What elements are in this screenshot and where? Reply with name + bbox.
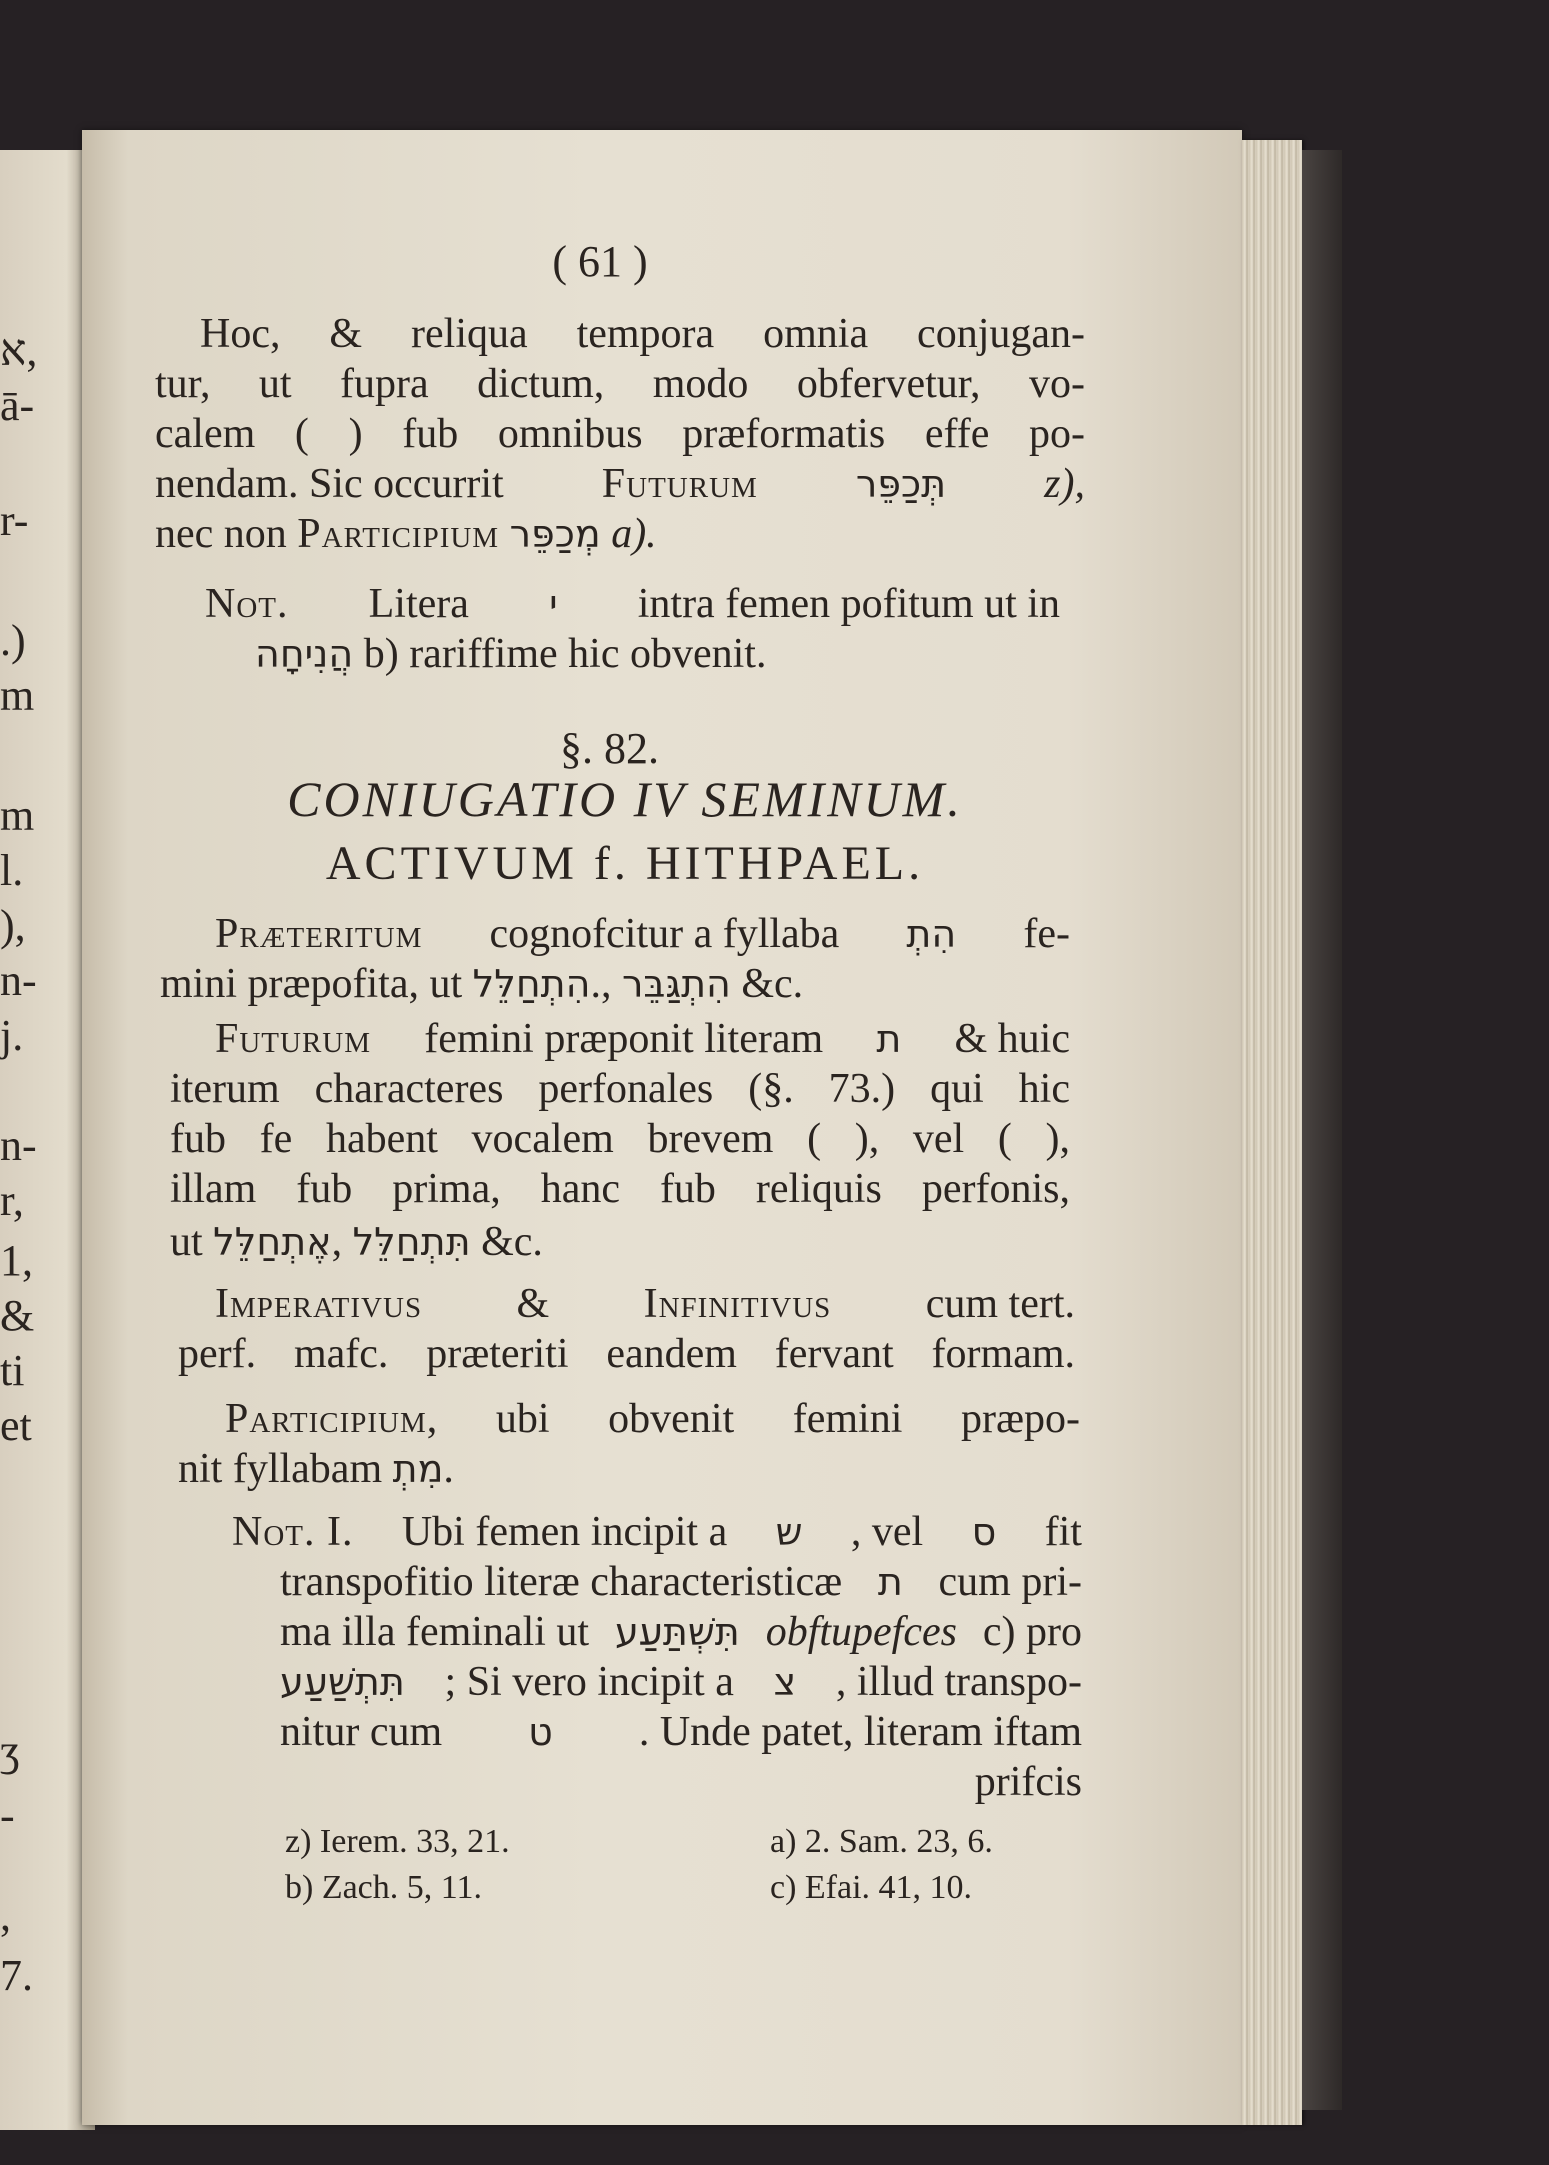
left-page-edge [0, 150, 95, 2130]
text-span: Litera [368, 581, 469, 627]
hebrew-word: אֶתְחַלֵּל [213, 1220, 332, 1264]
text-span: transpofitio literæ characteristicæ [280, 1559, 843, 1605]
term-imperativus: Imperativus [215, 1281, 423, 1327]
para3-line3: fub fe habent vocalem brevem ( ), vel ( ), [170, 1116, 1070, 1162]
hebrew-word: תִּשְׁתַּעַע [614, 1610, 740, 1654]
hebrew-word: הֲנִיחָה [255, 632, 354, 676]
term-futurum: Futurum [215, 1016, 372, 1062]
text-span: nitur cum [280, 1709, 443, 1755]
text-span: Ubi femen incipit a [401, 1509, 728, 1555]
note1-line2 [255, 630, 766, 678]
note-label: Not. [205, 581, 289, 627]
text-span: mini præpofita, ut [160, 961, 463, 1007]
para1-line4 [155, 460, 1085, 508]
left-fragment: א, [0, 326, 38, 375]
term-infinitivus: Infinitivus [643, 1281, 832, 1327]
text-span: femini præponit literam [424, 1016, 824, 1062]
para2-line1 [215, 910, 1070, 958]
catchword: prifcis [974, 1759, 1082, 1805]
para5-line1 [225, 1395, 1080, 1443]
text-span: nendam. Sic occurrit [155, 461, 504, 507]
text-span: & huic [954, 1016, 1070, 1062]
text-span: & [516, 1281, 550, 1327]
left-fragment: n- [0, 956, 37, 1005]
latin-gloss: obftupefces [765, 1609, 957, 1655]
section-heading: CONIUGATIO IV SEMINUM. [287, 771, 963, 827]
left-fragment: 1, [0, 1236, 33, 1285]
para1-line3: calem ( ) fub omnibus præformatis effe po- [155, 411, 1085, 457]
text-span: cum pri- [938, 1559, 1082, 1605]
hebrew-word: מְכַפֵּר [509, 512, 601, 556]
left-fragment: ā- [0, 381, 35, 430]
text-span: . Unde patet, literam iftam [638, 1709, 1082, 1755]
note2-line2 [280, 1558, 1082, 1606]
para3-line1 [215, 1015, 1070, 1063]
text-span: , vel [850, 1509, 924, 1555]
text-span: cognofcitur a fyllaba [489, 911, 840, 957]
left-fragment: ti [0, 1346, 25, 1395]
text-span: . [443, 1446, 454, 1492]
left-fragment: ), [0, 901, 26, 950]
footnote-ref-z: z), [1044, 461, 1085, 507]
text-span: cum tert. [925, 1281, 1075, 1327]
text-span: ; Si vero incipit a [444, 1659, 734, 1705]
term-participium: Participium [225, 1396, 427, 1442]
hebrew-word: הִתְחַלֵּל [472, 962, 591, 1006]
left-fragment: , [0, 1891, 11, 1940]
text-span: fit [1044, 1509, 1082, 1555]
left-fragment: & [0, 1291, 35, 1340]
para4-line1 [215, 1280, 1075, 1328]
hebrew-letter: ס [971, 1510, 997, 1554]
book-cover [1302, 150, 1342, 2110]
footnote-ref-a: a). [611, 511, 657, 557]
left-fragment: - [0, 1791, 15, 1840]
hebrew-letter: ש [775, 1510, 803, 1554]
left-fragment: j. [0, 1011, 24, 1060]
footnote-c: c) Efai. 41, 10. [770, 1869, 973, 1906]
hebrew-letter: ת [877, 1560, 903, 1604]
para3-line5: ut אֶתְחַלֵּל, תִּתְחַלֵּל &c. [170, 1219, 543, 1265]
footnote-a: a) 2. Sam. 23, 6. [770, 1823, 993, 1860]
term-praeteritum: Præteritum [215, 911, 423, 957]
para5-line2 [178, 1445, 454, 1493]
hebrew-word: תִּתְשַׁעַע [280, 1660, 405, 1704]
page-edges [1242, 140, 1302, 2125]
left-fragment: r- [0, 496, 29, 545]
text-span: , illud transpo- [835, 1659, 1082, 1705]
para4-line2: perf. mafc. præteriti eandem fervant formam. [178, 1331, 1075, 1377]
text-span: b) rariffime hic obvenit. [363, 631, 767, 677]
para1-line1: Hoc, & reliqua tempora omnia conjugan- [200, 311, 1085, 357]
hebrew-word: הִתְגַּבֵּר [621, 962, 731, 1006]
left-fragment: et [0, 1401, 32, 1450]
para3-line2: iterum characteres perfonales (§. 73.) qui hic [170, 1066, 1070, 1112]
left-fragment: n- [0, 1121, 37, 1170]
term-participium: Participium [297, 511, 500, 557]
text-span: intra femen pofitum ut in [637, 581, 1060, 627]
hebrew-syllable: הִתְ [906, 912, 957, 956]
hebrew-letter: צ [773, 1660, 797, 1704]
text-span: nec non [155, 511, 287, 557]
para3-line4: illam fub prima, hanc fub reliquis perfonis, [170, 1166, 1070, 1212]
page-number: ( 61 ) [552, 237, 648, 286]
footnote-b: b) Zach. 5, 11. [285, 1869, 483, 1906]
term-futurum: Futurum [601, 461, 758, 507]
hebrew-word: תְּכַפֵּר [855, 462, 947, 506]
text-span: ma illa feminali ut [280, 1609, 590, 1655]
footnote-z: z) Ierem. 33, 21. [285, 1823, 510, 1860]
note2-line4 [280, 1658, 1082, 1706]
left-fragment: m [0, 791, 35, 840]
left-fragment: r, [0, 1176, 24, 1225]
para1-line2: tur, ut fupra dictum, modo obfervetur, vo- [155, 361, 1085, 407]
note1-line1 [205, 580, 1060, 628]
left-fragment: .) [0, 616, 26, 665]
note-label: Not. I. [232, 1509, 354, 1555]
hebrew-letter: ט [528, 1710, 553, 1754]
hebrew-letter: י [549, 582, 558, 626]
para2-line2: mini præpofita, ut הִתְחַלֵּל., הִתְגַּבֵּר &c. [160, 961, 804, 1007]
section-subheading: ACTIVUM f. HITHPAEL. [325, 837, 925, 890]
note2-line5 [280, 1708, 1082, 1756]
note2-line1 [232, 1508, 1082, 1556]
left-fragment: l. [0, 846, 24, 895]
text-span: ut [170, 1219, 203, 1265]
text-span: fe- [1023, 911, 1070, 957]
text-span: c) pro [982, 1609, 1082, 1655]
text-span: nit fyllabam [178, 1446, 383, 1492]
note2-line3 [280, 1608, 1082, 1656]
text-span: &c. [481, 1219, 543, 1265]
left-fragment: ʒ [0, 1726, 20, 1775]
text-span: &c. [741, 961, 804, 1007]
section-number: §. 82. [560, 724, 659, 773]
left-fragment: m [0, 671, 35, 720]
hebrew-letter: ת [876, 1017, 902, 1061]
left-fragment: 7. [0, 1951, 33, 2000]
hebrew-word: תִּתְחַלֵּל [352, 1220, 471, 1264]
para1-line5 [155, 510, 657, 558]
text-span: , ubi obvenit femini præpo- [426, 1396, 1080, 1442]
hebrew-syllable: מִתְ [392, 1447, 444, 1491]
